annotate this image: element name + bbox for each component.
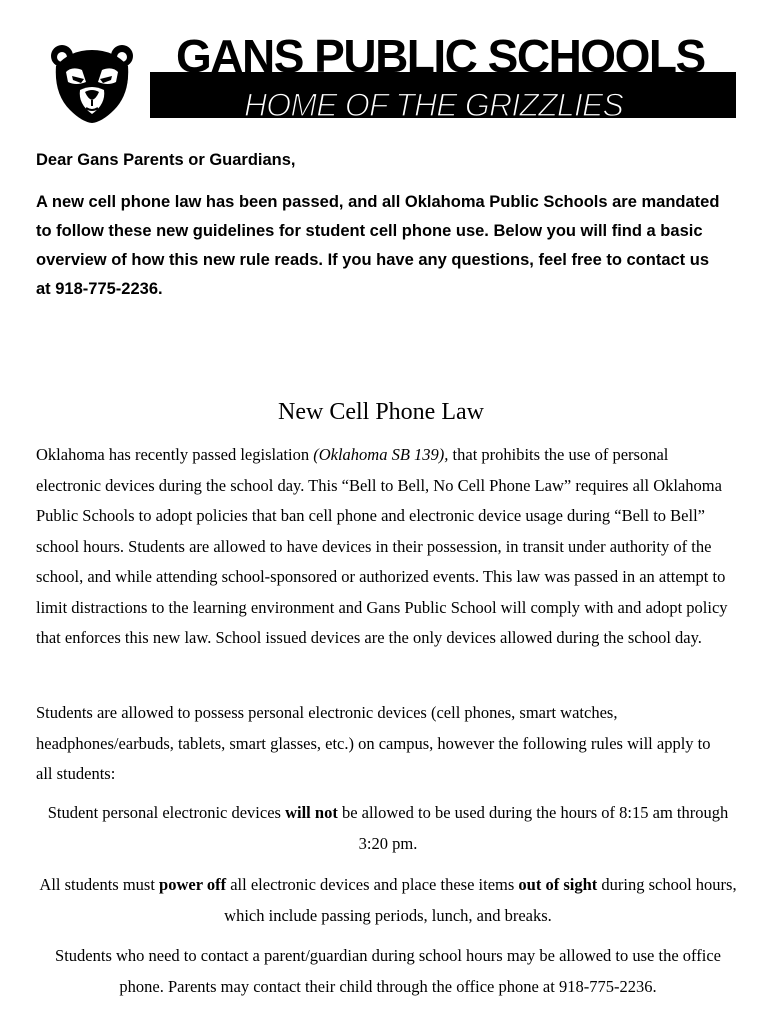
rule-text: All students must <box>39 875 160 894</box>
salutation: Dear Gans Parents or Guardians, <box>36 151 296 169</box>
rule-emphasis: out of sight <box>518 875 598 894</box>
paragraph-text: Oklahoma has recently passed legislation <box>36 445 314 464</box>
grizzly-bear-head-icon <box>48 42 136 124</box>
rule-text: all electronic devices and place these items <box>226 875 519 894</box>
rule-emphasis: will not <box>285 803 338 822</box>
paragraph-text: that prohibits the use of personal electronic devices during the school day. This “Bell to Bell, No Cell Phone Law” requires all Oklahoma Public Schools to adopt policies that ban cell phone and electronic device usage during “Bell to Bell” school hours. Students are allowed to have devices in their possession, in transit under authority of the school, and while attending school-sponsored or authorized events. This law was passed in an attempt to limit distractions to the learning environment and Gans Public School will comply with and adopt policy that enforces this new law. School issued devices are the only devices allowed during the school day. <box>36 445 728 647</box>
rule-usage-hours <box>36 797 740 859</box>
rule-office-phone: Students who need to contact a parent/guardian during school hours may be allowed to use the office phone. Parents may contact their child through the office phone at 918-775-2236. <box>55 946 721 996</box>
intro-paragraph: A new cell phone law has been passed, and all Oklahoma Public Schools are mandated to follow these new guidelines for student cell phone use. Below you will find a basic overview of how this new rule reads. If you have any questions, feel free to contact us at 918-775-2236. <box>36 193 720 298</box>
school-name: GANS PUBLIC SCHOOLS <box>176 30 705 82</box>
rule-emphasis: power off <box>159 875 227 894</box>
possession-paragraph: Students are allowed to possess personal electronic devices (cell phones, smart watches, headphones/earbuds, tablets, smart glasses, etc.) on campus, however the following rules will apply to all students: <box>36 703 711 783</box>
rule-text: be allowed to be used during the hours of 8:15 am through 3:20 pm. <box>337 803 729 853</box>
law-overview-paragraph <box>36 440 730 654</box>
rule-text: during school hours, which include passing periods, lunch, and breaks. <box>224 875 737 925</box>
rule-power-off <box>36 869 740 931</box>
rule-text: Student personal electronic devices <box>47 803 286 822</box>
law-citation: (Oklahoma SB 139), <box>313 445 449 464</box>
document-title: New Cell Phone Law <box>278 399 484 425</box>
tagline: HOME OF THE GRIZZLIES <box>244 87 624 123</box>
